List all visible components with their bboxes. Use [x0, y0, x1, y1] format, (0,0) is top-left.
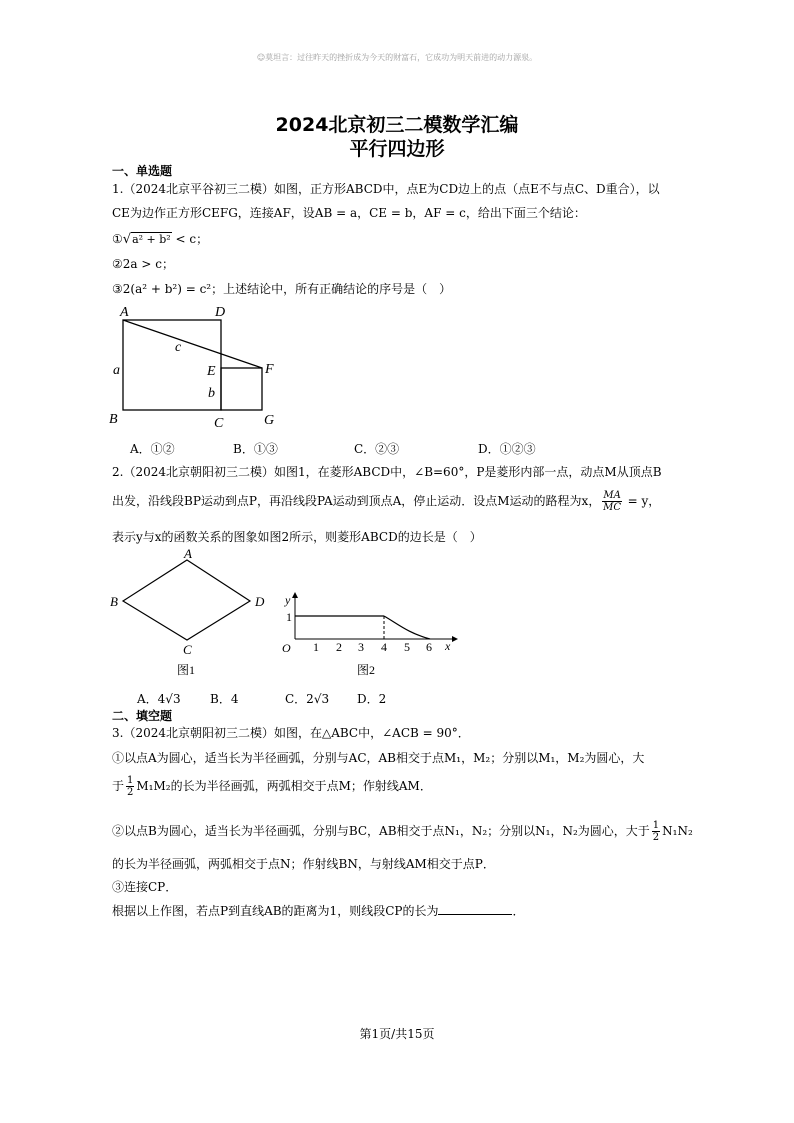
- label-b: B: [109, 412, 118, 427]
- q3-line1: 3.（2024北京朝阳初三二模）如图，在△ABC中，∠ACB = 90°．: [112, 726, 470, 740]
- q3-line7: 根据以上作图，若点P到直线AB的距离为1，则线段CP的长为 ．: [112, 904, 525, 918]
- label-a: A: [120, 305, 129, 320]
- section-fill-in: 二、填空题: [112, 709, 173, 723]
- q3-line2: ①以点A为圆心，适当长为半径画弧，分别与AC，AB相交于点M₁，M₂；分别以M₁，M₂为圆心，大: [112, 751, 645, 765]
- label-e: E: [207, 364, 216, 379]
- page-footer: 第1页/共15页: [359, 1027, 435, 1041]
- label-a: A: [184, 548, 192, 561]
- y-label: y: [285, 593, 291, 607]
- x-tick-4: 4: [381, 640, 387, 654]
- label-d: D: [255, 594, 265, 609]
- q1-conclusion-1: ①√a² + b² < c；: [112, 232, 209, 247]
- q2-line2: 出发，沿线段BP运动到点P，再沿线段PA运动到顶点A，停止运动．设点M运动的路程为x， $\frac{MA}{MC}$ = y，: [112, 490, 661, 513]
- q3-line4: ②以点B为圆心，适当长为半径画弧，分别与BC，AB相交于点N₁，N₂；分别以N₁，N₂为圆心，大于 $\frac{1}{2}$ N₁N₂: [112, 820, 693, 843]
- label-side-b: b: [208, 386, 215, 401]
- q2-figure-1-rhombus: [105, 548, 280, 680]
- y-axis-arrow: [292, 592, 298, 598]
- label-b: B: [110, 594, 118, 609]
- q1-option-a[interactable]: A．①②: [130, 442, 175, 456]
- origin-label: O: [282, 641, 291, 655]
- x-axis-arrow: [452, 636, 458, 642]
- q2-figure-2-graph: [280, 590, 460, 680]
- q1-figure-squares: [105, 300, 285, 430]
- section-single-choice: 一、单选题: [112, 164, 173, 178]
- label-d: D: [215, 305, 226, 320]
- q1-conclusion-3: ③2(a² + b²) = c²；上述结论中，所有正确结论的序号是（ ）: [112, 282, 452, 296]
- x-label: x: [445, 639, 451, 653]
- q1-line2: CE为边作正方形CEFG，连接AF，设AB = a，CE = b，AF = c，给出下面三个结论：: [112, 206, 586, 220]
- fig2-caption: 图2: [357, 663, 376, 677]
- rhombus-abcd: [123, 560, 250, 640]
- label-f: F: [265, 362, 274, 377]
- fig1-caption: 图1: [177, 663, 196, 677]
- x-tick-3: 3: [358, 640, 364, 654]
- x-tick-6: 6: [426, 640, 432, 654]
- label-c: C: [183, 642, 192, 657]
- q2-line3: 表示y与x的函数关系的图象如图2所示，则菱形ABCD的边长是（ ）: [112, 530, 482, 544]
- document-subtitle: 平行四边形: [349, 138, 445, 160]
- q3-line6: ③连接CP．: [112, 880, 178, 894]
- watermark: ☺莫坦言：过往昨天的挫折成为今天的财富石，它成功为明天前进的动力源泉。: [256, 53, 538, 62]
- square-cefg: [221, 368, 262, 410]
- q1-option-d[interactable]: D．①②③: [478, 442, 536, 456]
- segment-af: [123, 320, 262, 368]
- label-side-c: c: [175, 340, 182, 355]
- x-tick-2: 2: [336, 640, 342, 654]
- label-side-a: a: [113, 363, 120, 378]
- x-tick-1: 1: [313, 640, 319, 654]
- answer-blank[interactable]: [438, 903, 512, 915]
- q2-option-a[interactable]: A．4√3: [137, 692, 181, 706]
- q2-option-b[interactable]: B．4: [210, 692, 239, 706]
- label-c: C: [214, 416, 224, 430]
- graph-curve: [384, 616, 430, 639]
- x-tick-5: 5: [404, 640, 410, 654]
- q3-line5: 的长为半径画弧，两弧相交于点N；作射线BN，与射线AM相交于点P．: [112, 857, 495, 871]
- q1-option-b[interactable]: B．①③: [233, 442, 278, 456]
- q2-line1: 2.（2024北京朝阳初三二模）如图1，在菱形ABCD中，∠B=60°，P是菱形内部一点，动点M从顶点B: [112, 465, 662, 479]
- label-g: G: [264, 413, 275, 428]
- q1-option-c[interactable]: C．②③: [354, 442, 400, 456]
- q2-option-c[interactable]: C．2√3: [285, 692, 330, 706]
- q3-line3: 于 $\frac{1}{2}$ M₁M₂的长为半径画弧，两弧相交于点M；作射线AM．: [112, 775, 432, 798]
- y-tick-1: 1: [286, 610, 292, 624]
- q1-line1: 1.（2024北京平谷初三二模）如图，正方形ABCD中，点E为CD边上的点（点E不与点C、D重合），以: [112, 182, 660, 196]
- q1-conclusion-2: ②2a > c；: [112, 257, 174, 271]
- q2-option-d[interactable]: D．2: [357, 692, 387, 706]
- document-title: 2024北京初三二模数学汇编: [275, 114, 519, 136]
